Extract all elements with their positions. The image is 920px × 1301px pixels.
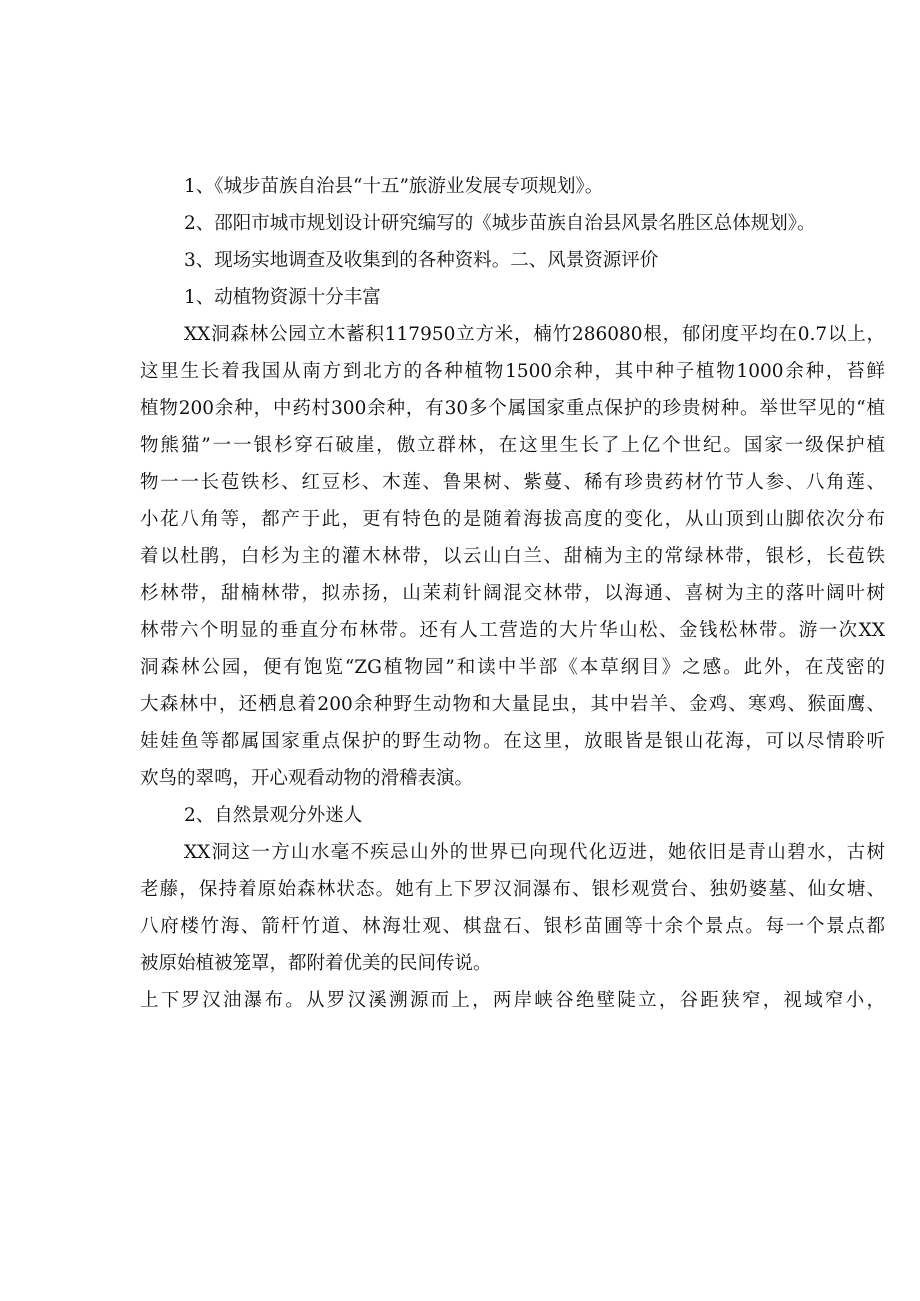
text-line: 着以杜鹃，白杉为主的灌木林带，以云山白兰、甜楠为主的常绿林带，银杉，长苞铁 xyxy=(140,546,885,567)
text-line: 这里生长着我国从南方到北方的各种植物1500余种，其中种子植物1000余种，苔鲜 xyxy=(140,361,885,382)
text-line: 大森林中，还栖息着200余种野生动物和大量昆虫，其中岩羊、金鸡、寒鸡、猴面鹰、 xyxy=(140,694,885,715)
text-line: 上下罗汉油瀑布。从罗汉溪溯源而上，两岸峡谷绝壁陡立，谷距狭窄，视域窄小， xyxy=(140,990,885,1011)
document-body xyxy=(140,168,885,1019)
text-line: 2、邵阳市城市规划设计研究编写的《城步苗族自治县风景名胜区总体规划》。 xyxy=(184,213,816,234)
text-line: 娃娃鱼等都属国家重点保护的野生动物。在这里，放眼皆是银山花海，可以尽情聆听 xyxy=(140,731,885,752)
text-line: 老藤，保持着原始森林状态。她有上下罗汉洞瀑布、银杉观赏台、独奶婆墓、仙女塘、 xyxy=(140,879,885,900)
text-line: 物熊猫”一一银杉穿石破崖，傲立群林，在这里生长了上亿个世纪。国家一级保护植 xyxy=(140,435,885,456)
text-line: 小花八角等，都产于此，更有特色的是随着海拔高度的变化，从山顶到山脚依次分布 xyxy=(140,509,885,530)
text-line: 欢鸟的翠鸣，开心观看动物的滑稽表演。 xyxy=(140,768,474,789)
text-line: 2、自然景观分外迷人 xyxy=(184,805,363,826)
text-line: 物一一长苞铁杉、红豆杉、木莲、鲁果树、紫蔓、稀有珍贵药材竹节人参、八角莲、 xyxy=(140,472,885,493)
text-line: 林带六个明显的垂直分布林带。还有人工营造的大片华山松、金钱松林带。游一次XX xyxy=(140,620,885,641)
text-line: 八府楼竹海、箭杆竹道、林海壮观、棋盘石、银杉苗圃等十余个景点。每一个景点都 xyxy=(140,916,885,937)
text-line: 被原始植被笼罩，都附着优美的民间传说。 xyxy=(140,953,492,974)
text-line: 3、现场实地调查及收集到的各种资料。二、风景资源评价 xyxy=(184,250,659,271)
text-line: 杉林带，甜楠林带，拟赤扬，山茉莉针阔混交林带，以海通、喜树为主的落叶阔叶树 xyxy=(140,583,885,604)
text-line: 植物200余种，中药村300余种，有30多个属国家重点保护的珍贵树种。举世罕见的“植 xyxy=(140,398,885,419)
text-line: XX洞森林公园立木蓄积117950立方米，楠竹286080根，郁闭度平均在0.7以上， xyxy=(184,324,885,345)
text-line: 洞森林公园，便有饱览“ZG植物园”和读中半部《本草纲目》之感。此外，在茂密的 xyxy=(140,657,885,678)
text-line: 1、《城步苗族自治县“十五”旅游业发展专项规划》。 xyxy=(184,176,604,197)
text-line: XX洞这一方山水毫不疾忌山外的世界已向现代化迈进，她依旧是青山碧水，古树 xyxy=(184,842,885,863)
text-line: 1、动植物资源十分丰富 xyxy=(184,287,381,308)
